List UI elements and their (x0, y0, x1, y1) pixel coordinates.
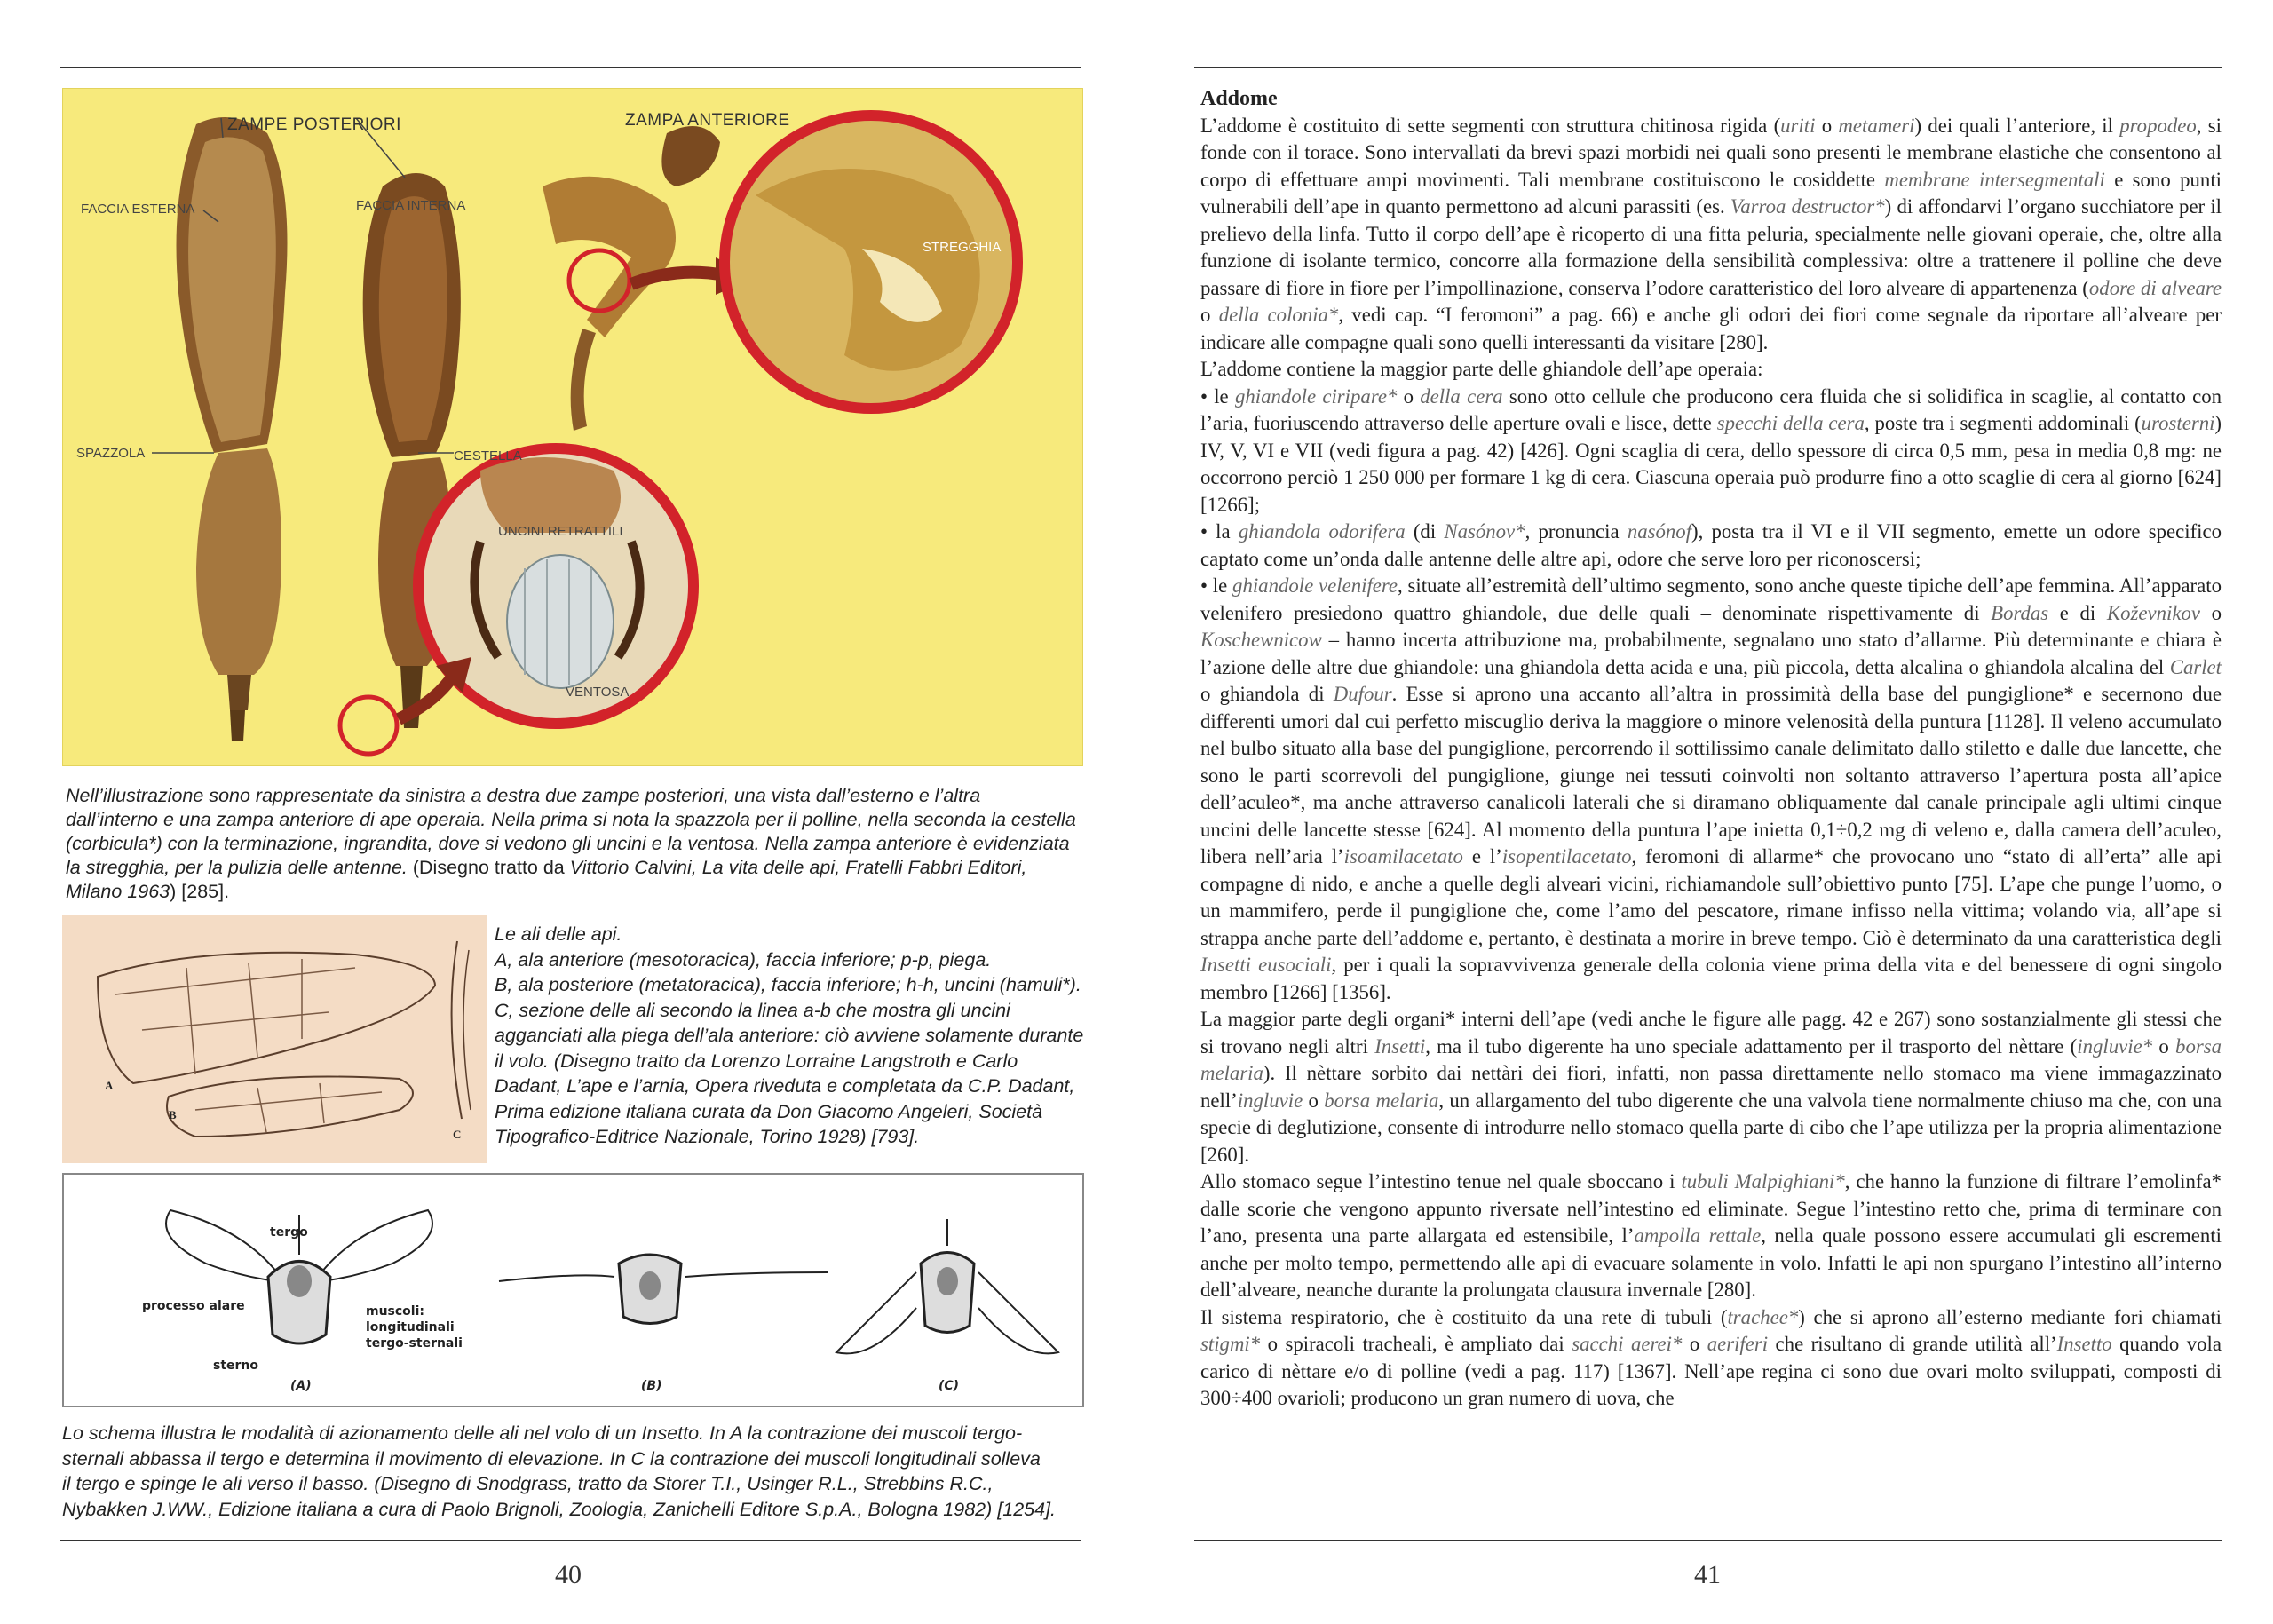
term: Koževnikov (2106, 601, 2200, 624)
text-run: • le (1200, 384, 1235, 408)
label-faccia-esterna: FACCIA ESTERNA (81, 202, 195, 217)
text-run: , un allargamento del tubo digerente che una valvola tiene normalmente chiuso ma che, con una specie di deglutizione, consente di introdurre nello stomaco quella parte di cibo che l’ape utilizza per la propria alimentazione [260]. (1200, 1089, 2222, 1166)
text-run: o (1200, 304, 1219, 326)
page-number-left: 40 (555, 1560, 582, 1589)
text-run: e sono punti vulnerabili dell’ape in quanto permettono ad alcuni parassiti (es. (1200, 168, 2222, 218)
term: nasónof (1627, 520, 1692, 543)
term: Insetti (1374, 1034, 1426, 1058)
term: urosterni (2141, 412, 2215, 434)
text-run: quando vola carico di nèttare e/o di polline (vedi a pag. 117) [1367]. Nell’ape regina ci sono due ovari molto sviluppati, composti di 300÷400 ovarioli; producono un gran numero di uova, che (1200, 1333, 2222, 1409)
term: stigmi* (1200, 1333, 1261, 1355)
term: isopentilacetato (1501, 845, 1632, 867)
text-run: L’addome è costituito di sette segmenti con struttura chitinosa rigida ( (1200, 114, 1781, 137)
term: Koschewnicow (1200, 629, 1322, 651)
text-run: , pronuncia (1525, 520, 1628, 543)
term: Bordas (1991, 601, 2049, 624)
bee-legs-drawing (63, 89, 1082, 765)
top-rule-left (60, 67, 1081, 68)
paragraph-addome (1200, 113, 2222, 357)
term: Dufour (1333, 683, 1392, 705)
text-run: La maggior parte degli organi* interni dell’ape (vedi anche le figure alle pagg. 42 e 267) sono sostanzialmente gli stessi che si trovano negli altri (1200, 1008, 2222, 1058)
label-spazzola: SPAZZOLA (76, 446, 146, 461)
term: ghiandole velenifere (1232, 574, 1398, 597)
term: specchi della cera (1716, 412, 1865, 434)
term: borsa melaria (1324, 1089, 1439, 1112)
label-ventosa: VENTOSA (566, 685, 630, 700)
term: membrane intersegmentali (1884, 168, 2105, 191)
term: trachee* (1727, 1305, 1799, 1328)
caption-flight-line: sternali abbassa il tergo e determina il movimento di elevazione. In C la contrazione dei muscoli longitudinali solleva (62, 1447, 1041, 1470)
paragraph-respiratorio (1200, 1304, 2222, 1413)
text-run: ) che si aprono all’esterno mediante fori chiamati (1798, 1305, 2222, 1328)
flight-label-longitudinali: longitudinali (366, 1320, 455, 1335)
term: borsa melaria (1200, 1034, 2222, 1084)
text-run: o (1303, 1089, 1325, 1112)
text-run: • le (1200, 574, 1233, 597)
wing-label-a: A (105, 1079, 114, 1092)
bee-wings-drawing (62, 915, 487, 1163)
text-run: o (1682, 1333, 1707, 1355)
caption-flight-line: Lo schema illustra le modalità di azionamento delle ali nel volo di un Insetto. In A la contrazione dei muscoli tergo- (62, 1422, 1023, 1444)
caption-wings-line: C, sezione delle ali secondo la linea a-b che mostra gli uncini (495, 999, 1010, 1021)
caption-legs (66, 784, 1078, 904)
flight-label-b: (B) (641, 1379, 662, 1393)
text-run: , poste tra i segmenti addominali ( (1864, 412, 2142, 434)
text-run: . Esse si aprono una accanto all’altra in prossimità della base del pungiglione* e secernono due differenti umori dal cui perfetto miscuglio deriva la maggiore o minore velenosità della puntura [1128]. Il veleno accumulato nel bulbo situato alla base del pungiglione, percorrendo il sottilissimo canale delimitato dallo stiletto e dalle due lancette, che sono le parti scorrevoli del pungiglione, giunge nei tessuti coinvolti non soltanto attraverso l’apertura posta all’apice dell’aculeo*, ma anche attraverso canalicoli laterali che si diramano obliquamente dal canale principale agli ultimi cinque uncini delle lancette stesse [624]. Al momento della puntura l’ape inietta 0,1÷0,2 mg di veleno e, dalla camera dell’aculeo, libera nell’aria l’ (1200, 683, 2222, 867)
right-page-body (1200, 85, 2222, 1413)
paragraph-ghiandole-intro: L’addome contiene la maggior parte delle ghiandole dell’ape operaia: (1200, 358, 1763, 380)
text-run: , per i quali la sopravvivenza generale della colonia viene prima della vita e del benessere di ogni singolo membro [1266] [1356]. (1200, 954, 2222, 1003)
term: aeriferi (1707, 1333, 1769, 1355)
caption-flight-line: il tergo e spinge le ali verso il basso. (Disegno di Snodgrass, tratto da Storer T.I., Usinger R.L., Strebbins R.C., (62, 1473, 994, 1494)
term: Insetto (2056, 1333, 2112, 1355)
term: sacchi aerei* (1572, 1333, 1683, 1355)
bottom-rule-right (1194, 1540, 2222, 1541)
section-heading: Addome (1200, 87, 1278, 110)
paragraph-ghiandola-odorifera (1200, 519, 2222, 573)
bottom-rule-left (60, 1540, 1081, 1541)
caption-wings-line: Prima edizione italiana curata da Don Giacomo Angeleri, Società (495, 1100, 1043, 1122)
top-rule-right (1194, 67, 2222, 68)
text-run: , nella quale possono essere accumulati gli escrementi anche per molto tempo, permettendo alle api di evacuare solamente in volo. Infatti le api non spurgano l’intestino all’interno dell’alveare, neanche durante la prolungata clausura invernale [280]. (1200, 1224, 2222, 1301)
text-run: ) di affondarvi l’organo succhiatore per il prelievo della linfa. Tutto il corpo dell’ape è ricoperto di una fitta peluria, specialmente nelle giovani operaie, che, oltre alla funzione di isolante termico, concorre alla formazione della sensibilità complessiva: oltre a trattenere il polline che deve passare di fiore in fiore per l’impollinazione, conserva l’odore caratteristico del loro alveare di appartenenza ( (1200, 195, 2222, 299)
caption-wings-line: B, ala posteriore (metatoracica), faccia inferiore; h-h, uncini (hamuli*). (495, 974, 1081, 995)
bee-legs-illustration (62, 88, 1083, 766)
text-run: Allo stomaco segue l’intestino tenue nel quale sboccano i (1200, 1170, 1682, 1192)
text-run: o (2152, 1034, 2176, 1058)
flight-label-processo-alare: processo alare (142, 1299, 245, 1313)
caption-wings-line: agganciati alla piega dell’ala anteriore: ciò avviene solamente durante (495, 1025, 1084, 1046)
text-run: ) IV, V, VI e VII (vedi figura a pag. 42) [426]. Ogni scaglia di cera, dello spessore di circa 0,5 mm, pesa in media 0,8 mg: ne occorrono perciò 1 250 000 per formare 1 kg di cera. Ciascuna operaia può produrre fino a otto scaglie di cera al giorno [624] [1266]; (1200, 412, 2222, 516)
term: tubuli Malpighiani* (1681, 1170, 1845, 1192)
text-run: (di (1405, 520, 1445, 543)
label-cestella: CESTELLA (454, 448, 522, 463)
bee-wings-illustration (62, 915, 487, 1163)
term: ingluvie* (2077, 1034, 2153, 1058)
term: propodeo (2119, 114, 2197, 137)
caption-legs-source: Vittorio Calvini, La vita delle api, Fratelli Fabbri Editori, Milano 1963 (66, 857, 1027, 902)
text-run: e di (2048, 601, 2107, 624)
text-run: , situate all’estremità dell’ultimo segmento, sono anche queste tipiche dell’ape femmina. All’apparato velenifero presiedono quattro ghiandole, due delle quali – denominate rispettivamente di (1200, 574, 2222, 624)
flight-mechanism-diagram (62, 1173, 1084, 1407)
caption-flight (62, 1421, 1092, 1522)
caption-wings-line: il volo. (Disegno tratto da Lorenzo Lorraine Langstroth e Carlo (495, 1050, 1018, 1072)
text-run: , vedi cap. “I feromoni” a pag. 66) e anche gli odori dei fiori come segnale da riportare all’alveare per indicare alle compagne quali sono quelli interessanti da visitare [280]. (1200, 304, 2222, 353)
label-faccia-interna: FACCIA INTERNA (356, 198, 466, 213)
caption-wings-line: Le ali delle api. (495, 923, 622, 945)
caption-wings-line: Dadant, L’ape e l’arnia, Opera riveduta e completata da C.P. Dadant, (495, 1075, 1075, 1097)
label-uncini-retrattili: UNCINI RETRATTILI (498, 524, 623, 539)
term: ampolla rettale (1634, 1224, 1762, 1247)
text-run: • la (1200, 520, 1239, 543)
label-zampa-anteriore: ZAMPA ANTERIORE (625, 111, 790, 130)
wing-label-c: C (453, 1128, 462, 1141)
caption-legs-upright: (Disegno tratto da (412, 857, 565, 878)
wing-label-b: B (169, 1108, 177, 1121)
text-run: – hanno incerta attribuzione ma, probabilmente, segnalano uno stato d’allarme. Più determinante e chiara è l’azione delle altre due ghiandole: una ghiandola detta acida e una, più piccola, detta alcalina o ghiandola alcalina del (1200, 629, 2222, 678)
term: Varroa destructor* (1730, 195, 1885, 218)
caption-wings-line: A, ala anteriore (mesotoracica), faccia inferiore; p-p, piega. (495, 948, 992, 970)
caption-legs-text: Nell’illustrazione sono rappresentate da sinistra a destra due zampe posteriori, una vista dall’esterno e l’altra dall’interno e una zampa anteriore di ape operaia. Nella prima si nota la spazzola per il polline, nella seconda la cestella (corbicula*) con la terminazione, ingrandita, dove si vedono gli uncini e la ventosa. Nella zampa anteriore è evidenziata la stregghia, per la pulizia delle antenne. (66, 785, 1076, 878)
text-run: o (1815, 114, 1839, 137)
text-run: , che hanno la funzione di filtrare l’emolinfa* dalle scorie che vengono appunto riversate nell’intestino ed eliminate. Segue l’intestino retto che, prima di terminare con l’ano, presenta una parte allargata ed estensibile, l’ (1200, 1170, 2222, 1247)
term: ghiandola odorifera (1238, 520, 1406, 543)
flight-label-muscoli: muscoli: (366, 1304, 425, 1319)
flight-label-tergo-sternali: tergo-sternali (366, 1336, 463, 1351)
text-run: o (2199, 601, 2222, 624)
text-run: , si fonde con il torace. Sono intervallati da brevi spazi morbidi nei quali sono presenti le membrane elastiche che consentono al corpo di effettuare ampi movimenti. Tali membrane costituiscono le cosiddette (1200, 114, 2222, 191)
term: Insetti eusociali (1200, 954, 1332, 976)
term: odore di alveare (2088, 276, 2222, 299)
text-run: o (1397, 384, 1421, 408)
caption-flight-line: Nybakken J.WW., Edizione italiana a cura di Paolo Brignoli, Zoologia, Zanichelli Editore S.p.A., Bologna 1982) [1254]. (62, 1498, 1057, 1520)
flight-label-c: (C) (939, 1379, 960, 1393)
text-run: sono otto cellule che producono cera fluida che si solidifica in scaglie, al contatto con l’aria, fuoriuscendo attraverso delle aperture ovali e lisce, dette (1200, 384, 2222, 434)
term: ghiandole ciripare* (1234, 384, 1398, 408)
text-run: ). Il nèttare sorbito dai nettàri dei fiori, infatti, non passa direttamente nello stomaco ma viene immagazzinato nell’ (1200, 1062, 2222, 1112)
paragraph-organi-interni (1200, 1006, 2222, 1168)
term: della colonia* (1218, 304, 1339, 326)
flight-label-tergo: tergo (270, 1225, 308, 1240)
text-run: , feromoni di allarme* che provocano uno “stato di all’erta” alle api compagne di nido, e anche a quelle degli alveari vicini, richiamandole sull’obiettivo punto [75]. L’ape che punge l’uomo, o un mammifero, perde il pungiglione che, come l’amo del pescatore, rimane infisso nella vittima; volando via, all’ape si strappa anche parte dell’addome e, pertanto, è destinata a morire in breve tempo. Ciò è determinato da una caratteristica degli (1200, 845, 2222, 949)
term: Carlet (2169, 655, 2222, 678)
page-number-right: 41 (1694, 1560, 1721, 1589)
label-zampe-posteriori: ZAMPE POSTERIORI (227, 115, 401, 134)
term: isoamilacetato (1343, 845, 1463, 867)
term: metameri (1838, 114, 1915, 137)
text-run: Il sistema respiratorio, che è costituito da una rete di tubuli ( (1200, 1305, 1728, 1328)
caption-legs-ref: ) [285]. (170, 881, 230, 902)
flight-label-sterno: sterno (213, 1359, 259, 1373)
flight-label-a: (A) (290, 1379, 312, 1393)
paragraph-ghiandole-ciripare (1200, 384, 2222, 519)
label-stregghia: STREGGHIA (923, 240, 1002, 255)
term: della cera (1420, 384, 1503, 408)
text-run: che risultano di grande utilità all’ (1768, 1333, 2057, 1355)
text-run: , ma il tubo digerente ha uno speciale adattamento per il trasporto del nèttare ( (1425, 1034, 2078, 1058)
caption-wings-line: Tipografico-Editrice Nazionale, Torino 1928) [793]. (495, 1126, 920, 1147)
paragraph-intestino (1200, 1168, 2222, 1304)
term: ingluvie (1237, 1089, 1303, 1112)
paragraph-ghiandole-velenifere (1200, 573, 2222, 1006)
term: uriti (1780, 114, 1816, 137)
text-run: o ghiandola di (1200, 683, 1334, 705)
text-run: e l’ (1462, 845, 1502, 867)
caption-wings (495, 922, 1116, 1150)
text-run: o spiracoli tracheali, è ampliato dai (1260, 1333, 1572, 1355)
text-run: ), posta tra il VI e il VII segmento, emette un odore specifico captato come un’onda dalle antenne delle altre api, odore che serve loro per riconoscersi; (1200, 520, 2222, 570)
text-run: ) dei quali l’anteriore, il (1914, 114, 2120, 137)
term: Nasónov* (1444, 520, 1525, 543)
